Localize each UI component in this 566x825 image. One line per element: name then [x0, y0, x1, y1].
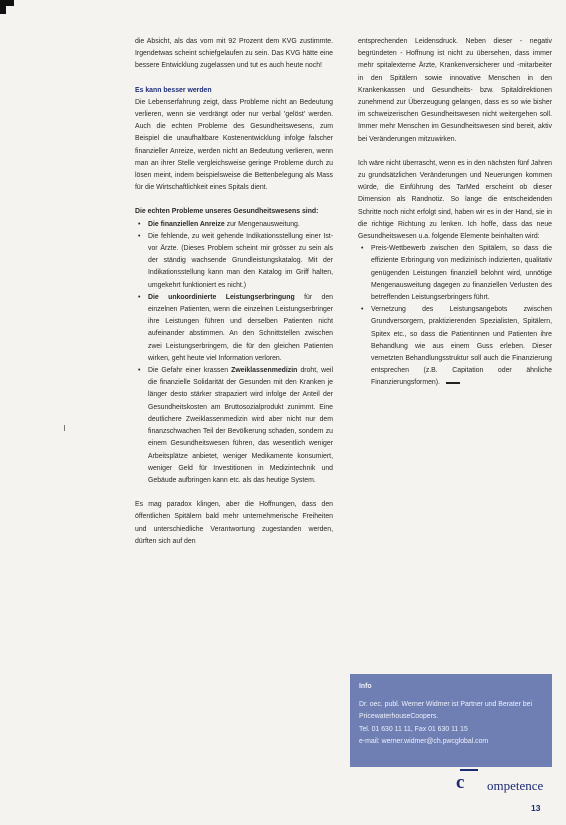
- list-item: [371, 304, 552, 389]
- competence-logo: [456, 769, 558, 797]
- left-column: [135, 36, 333, 548]
- list-item-text: Die Gefahr einer krassen: [148, 367, 232, 375]
- list-item-text: für den einzelnen Patienten, wenn die einzelnen Leistungserbringer ihre Leistungen führen und derselben Patienten nicht aufeinander abstimmen. An den Schnittstellen zwischen zwei Leistungserbringern, die für den gleichen Patienten wirken, geht heute viel Information verloren.: [148, 293, 333, 362]
- list-item-text: droht, weil die finanzielle Solidarität der Gesunden mit den Kranken je länger desto stärker strapaziert wird infolge der Anteil der Gesundheitskosten am Bruttosozialprodukt zunimmt. Eine deutlichere Zweiklassenmedizin wird aber nicht nur dem finanzschwachen Teil der Bevölkerung schaden, sondern zu einem Gesundheitswesen führen, das wesentlich weniger Arbeitsplätze anbietet, weniger Medikamente konsumiert, weniger Geld für Investitionen in Medizintechnik und Gebäude aufbringen kann etc. als das heutige System.: [148, 367, 333, 484]
- margin-mark: [64, 425, 65, 431]
- list-item-text: Vernetzung des Leistungsangebots zwischen Grundversorgern, praktizierenden Spezialisten, Spitälern, Spitex etc., so dass die Patientinnen und Patienten ihre Behandlung wie aus einem Guss erleben. Dieser vernetzten Behandlungsstruktur soll auch die Finanzierung entsprechen (z.B. Capitation oder ähnliche Finanzierungsformen).: [371, 306, 552, 387]
- info-title: Info: [359, 683, 372, 690]
- logo-initial: c: [456, 772, 465, 793]
- bold-phrase: Die finanziellen Anreize: [148, 220, 225, 228]
- list-item: [148, 219, 333, 231]
- end-of-article-mark: [446, 382, 460, 384]
- list-item: • Preis-Wettbewerb zwischen den Spitälern, so dass die effiziente Erbringung von medizinisch indizierten, qualitativ genügenden Leistungen finanziell belohnt wird, unnötige Mengenausweitung dagegen zu finanziellen Verlusten des betreffenden Leistungserbringers führt.: [371, 243, 552, 304]
- logo-accent-line: [460, 769, 478, 771]
- problems-list: [135, 219, 333, 487]
- list-item: • Die fehlende, zu weit gehende Indikationsstellung einer Ist- vor Ärzte. (Dieses Problem scheint mir grösser zu sein als der ständig wachsende Grundleistungskatalog. Mit der Indikationsstellung kann man den Katalog im Griff halten, umgekehrt funktioniert es nicht.): [148, 231, 333, 292]
- author-bio: Dr. oec. publ. Werner Widmer ist Partner und Berater bei PricewaterhouseCoopers.: [359, 701, 532, 721]
- paragraph-paradox: Es mag paradox klingen, aber die Hoffnungen, dass den öffentlichen Spitälern bald mehr unternehmerische Freiheiten und unterschiedliche Verantwortung zugestanden werden, dürften sich auf den: [135, 501, 333, 545]
- author-email: e-mail: werner.widmer@ch.pwcglobal.com: [359, 737, 489, 745]
- right-column: [358, 36, 552, 390]
- logo-wordmark: ompetence: [487, 778, 544, 793]
- subheading: Es kann besser werden: [135, 86, 212, 94]
- paragraph-hope: entsprechenden Leidensdruck. Neben dieser - negativ begründeten - Hoffnung ist nicht zu übersehen, dass immer mehr spitalexterne Ärzte, Krankenversicherer und -mitarbeiter in den Spitälern sowie innovative Menschen in den Krankenkassen und Gesundheits- bzw. Spitaldirektionen zunehmend zur Überzeugung gelangen, dass es so wie bisher im schweizerischen Gesundheitswesen nicht weitergehen soll. Immer mehr Menschen im Gesundheitswesen sind bereit, aktiv bei Veränderungen mitzuwirken.: [358, 38, 552, 143]
- list-item-text: zur Mengenausweitung.: [224, 220, 300, 228]
- list-item: [148, 365, 333, 487]
- paragraph-kvg: die Absicht, als das vom mit 92 Prozent dem KVG zustimmte. Irgendetwas scheint schiefgelaufen zu sein. Das KVG hätte eine bessere Entwicklung zugelassen und tut es auch heute noch!: [135, 38, 333, 70]
- page-number: 13: [531, 803, 541, 813]
- elements-list: [358, 243, 552, 389]
- crop-mark: [0, 0, 14, 14]
- problems-intro: Die echten Probleme unseres Gesundheitswesens sind:: [135, 208, 319, 216]
- list-item: [148, 292, 333, 365]
- paragraph-five-years: Ich wäre nicht überrascht, wenn es in den nächsten fünf Jahren zu grundsätzlichen Veränderungen und Neuerungen kommen würde, die Einführung des TarMed erscheint ob dieser Dimension als Randnotiz. So lange die entscheidenden Schritte noch nicht erfolgt sind, haben wir es in der Hand, sie in die richtige Richtung zu lenken. Ich hoffe, dass das neue Gesundheitswesen u.a. folgende Elemente beinhalten wird:: [358, 159, 552, 241]
- paragraph-life-experience: Die Lebenserfahrung zeigt, dass Probleme nicht an Bedeutung verlieren, wenn sie verdrängt oder nur verbal 'gelöst' werden. Auch die echten Probleme des Gesundheitswesens, zum Beispiel die unaufhaltbare Kostenentwicklung infolge falscher finanzieller Anreize, werden nicht an Bedeutung verlieren, wenn man an ihrer Stelle vergleichsweise geringe Probleme durch zu lösen meint, indem beispielsweise die Bettenbelegung als Mass für die Wirtschaftlichkeit eines Spitals dient.: [135, 98, 333, 192]
- bold-phrase: Zweiklassenmedizin: [231, 367, 298, 375]
- bold-phrase: Die unkoordinierte Leistungserbringung: [148, 293, 295, 301]
- author-info-box: [350, 674, 552, 767]
- author-phone: Tel. 01 630 11 11, Fax 01 630 11 15: [359, 725, 468, 733]
